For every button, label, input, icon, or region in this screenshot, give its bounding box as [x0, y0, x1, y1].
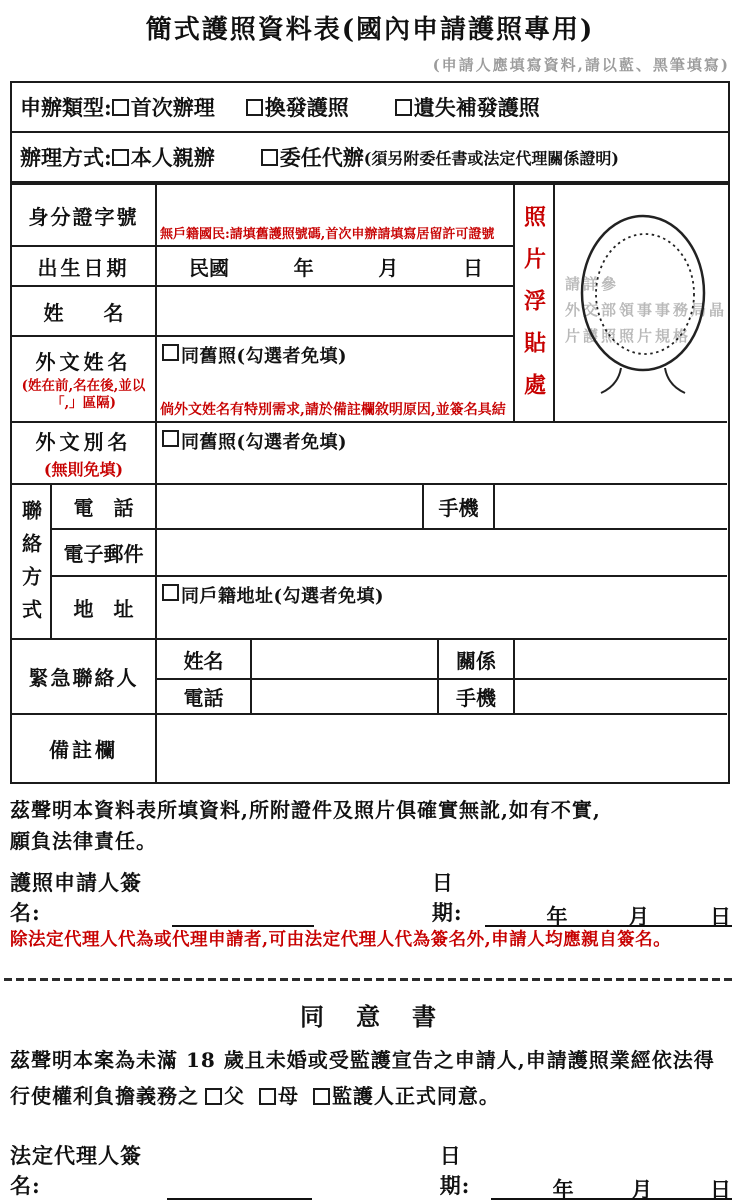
photo-label-cell [515, 185, 555, 423]
in-person-checkbox[interactable] [112, 149, 129, 166]
foreign-name-same-as-old-label: 同舊照(勾選者免填) [181, 346, 348, 367]
day-label: 日 [462, 255, 483, 280]
id-number-note: 無戶籍國民:請填舊護照號碼,首次申辦請填寫居留許可證號 [160, 226, 495, 242]
alias-same-as-old-label: 同舊照(勾選者免填) [181, 432, 348, 453]
email-field[interactable] [157, 530, 727, 577]
foreign-name-label-cell [12, 337, 157, 423]
alias-same-as-old-checkbox[interactable] [162, 430, 179, 447]
in-person-label: 本人親辦 [130, 145, 215, 170]
emergency-phone-field[interactable] [252, 680, 439, 715]
by-proxy-checkbox[interactable] [261, 149, 278, 166]
consent-body-part1: 茲聲明本案為未滿 18 歲且未婚或受監護宣告之申請人,申請護照業經依法得行使權利負擔義務之 [10, 1047, 715, 1108]
father-label: 父 [224, 1083, 245, 1108]
alias-label: 外文別名 [35, 430, 132, 454]
guardian-checkbox[interactable] [313, 1088, 330, 1105]
address-field[interactable] [157, 577, 727, 640]
date-month-label: 月 [628, 904, 651, 929]
emergency-relation-field[interactable] [515, 640, 727, 680]
photo-spec-watermark: 請詳參 外交部領事事務局晶 片護照照片規格 [565, 275, 727, 345]
alias-label-note: (無則免填) [43, 460, 124, 479]
lost-replacement-label: 遺失補發護照 [413, 95, 540, 120]
applicant-signature-label: 護照申請人簽名: [10, 870, 142, 925]
applicant-data-table [10, 183, 730, 784]
apply-type-label: 申辦類型: [20, 95, 112, 120]
consent-date-year-label: 年 [552, 1176, 575, 1202]
applicant-signature-row [10, 867, 732, 927]
name-label: 姓 名 [12, 287, 157, 337]
mother-checkbox[interactable] [259, 1088, 276, 1105]
head-silhouette-icon [555, 185, 727, 423]
id-number-label: 身分證字號 [12, 185, 157, 247]
consent-body [10, 1042, 732, 1114]
renewal-checkbox[interactable] [246, 99, 263, 116]
id-number-field[interactable] [157, 185, 515, 247]
emergency-mobile-label: 手機 [439, 680, 515, 715]
mother-label: 母 [277, 1083, 299, 1108]
emergency-mobile-field[interactable] [515, 680, 727, 715]
legal-representative-signature-row [10, 1140, 732, 1200]
emergency-name-label: 姓名 [157, 640, 252, 680]
foreign-name-label-note: (姓在前,名在後,並以「,」區隔) [21, 378, 146, 411]
signature-note: 除法定代理人代為或代理申請者,可由法定代理人代為簽名外,申請人均應親自簽名。 [10, 930, 672, 950]
guardian-label: 監護人 [331, 1083, 395, 1108]
mobile-field[interactable] [495, 485, 727, 530]
foreign-name-field[interactable] [157, 337, 515, 423]
same-as-registered-address-checkbox[interactable] [162, 584, 179, 601]
apply-method-row [12, 133, 728, 181]
birth-date-label: 出生日期 [12, 247, 157, 287]
by-proxy-label: 委任代辦 [279, 145, 364, 170]
date-day-label: 日 [709, 904, 732, 929]
first-time-checkbox[interactable] [112, 99, 129, 116]
birth-date-field[interactable] [157, 247, 515, 287]
emergency-phone-label: 電話 [157, 680, 252, 715]
emergency-contact-label: 緊急聯絡人 [12, 640, 157, 715]
contact-group-cell [12, 485, 52, 640]
address-label: 地 址 [52, 577, 157, 640]
same-as-registered-address-label: 同戶籍地址(勾選者免填) [181, 586, 385, 607]
remarks-field[interactable] [157, 715, 727, 782]
dashed-cut-line [4, 978, 736, 981]
consent-date-label: 日期: [439, 1142, 471, 1198]
apply-method-label: 辦理方式: [20, 145, 112, 170]
contact-group-label: 聯絡方式 [18, 499, 43, 632]
lost-replacement-checkbox[interactable] [395, 99, 412, 116]
date-label: 日期: [431, 870, 463, 925]
consent-date-month-label: 月 [631, 1176, 654, 1202]
consent-title: 同 意 書 [300, 1001, 440, 1031]
consent-date-line[interactable] [491, 1174, 732, 1200]
first-time-label: 首次辦理 [130, 95, 215, 120]
apply-type-row [12, 83, 728, 133]
alias-field[interactable] [157, 423, 727, 485]
emergency-name-field[interactable] [252, 640, 439, 680]
year-label: 年 [293, 255, 314, 280]
era-label: 民國 [189, 255, 229, 280]
consent-body-part2: 正式同意。 [394, 1083, 500, 1108]
date-year-label: 年 [546, 904, 569, 929]
consent-date-day-label: 日 [709, 1176, 732, 1202]
page-subtitle: (申請人應填寫資料,請以藍、黑筆填寫) [432, 56, 730, 74]
name-field[interactable] [157, 287, 515, 337]
month-label: 月 [378, 255, 399, 280]
foreign-name-note: 倘外文姓名有特別需求,請於備註欄敘明原因,並簽名具結 [160, 401, 506, 418]
renewal-label: 換發護照 [264, 95, 349, 120]
email-label: 電子郵件 [52, 530, 157, 577]
photo-paste-area [555, 185, 727, 423]
emergency-relation-label: 關係 [439, 640, 515, 680]
page-title: 簡式護照資料表(國內申請護照專用) [145, 15, 595, 45]
father-checkbox[interactable] [205, 1088, 222, 1105]
phone-field[interactable] [157, 485, 424, 530]
phone-label: 電 話 [52, 485, 157, 530]
remarks-label: 備註欄 [12, 715, 157, 782]
application-options-table [10, 81, 730, 183]
mobile-label: 手機 [424, 485, 495, 530]
alias-label-cell [12, 423, 157, 485]
photo-area-label: 照片浮貼處 [520, 205, 547, 415]
by-proxy-note: (須另附委任書或法定代理關係證明) [363, 148, 619, 168]
date-line[interactable] [485, 901, 732, 927]
foreign-name-label: 外文姓名 [35, 350, 132, 375]
legal-representative-signature-line[interactable] [167, 1174, 312, 1200]
applicant-signature-line[interactable] [172, 901, 314, 927]
foreign-name-same-as-old-checkbox[interactable] [162, 344, 179, 361]
legal-representative-signature-label: 法定代理人簽名: [10, 1142, 142, 1198]
declaration-text: 茲聲明本資料表所填資料,所附證件及照片俱確實無訛,如有不實, 願負法律責任。 [10, 798, 601, 853]
